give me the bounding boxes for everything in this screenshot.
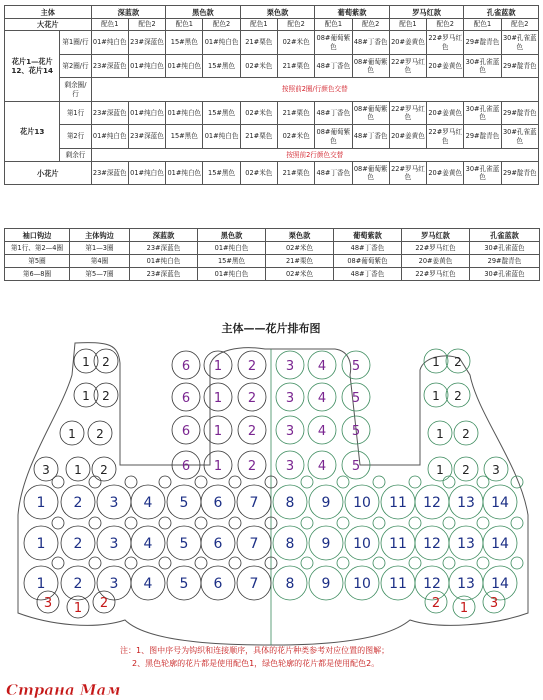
cell: 15#黑色 <box>203 162 240 185</box>
motif-number: 4 <box>143 536 153 552</box>
cell: 08#葡萄紫色 <box>352 102 389 125</box>
row-label: 第1行 <box>60 102 91 125</box>
motif-circle <box>373 476 385 488</box>
hdr-navy: 深蓝款 <box>130 229 198 242</box>
motif-number: 2 <box>247 359 257 374</box>
sub-color-1: 配色1 <box>389 19 426 31</box>
cell: 30#孔雀蓝色 <box>470 268 540 281</box>
cell: 21#栗色 <box>277 162 314 185</box>
sub-color-2: 配色2 <box>501 19 538 31</box>
motif-number: 6 <box>213 576 223 592</box>
motif-number: 9 <box>321 536 331 552</box>
cell: 20#姜黄色 <box>402 255 470 268</box>
motif-circle <box>89 557 101 569</box>
cell: 29#靛青色 <box>464 125 501 149</box>
cell: 30#孔雀蓝色 <box>501 125 538 149</box>
motif-number: 2 <box>247 424 257 439</box>
cell: 48#丁香色 <box>315 162 352 185</box>
motif-number: 5 <box>179 576 189 592</box>
motif-number: 1 <box>36 536 46 552</box>
motif-number: 1 <box>459 601 469 616</box>
col-black: 黑色款 <box>166 6 241 19</box>
motif-circles <box>24 349 523 618</box>
motif-number: 3 <box>492 463 500 477</box>
col-chestnut: 栗色款 <box>240 6 315 19</box>
motif-number: 1 <box>73 601 83 616</box>
motif-number: 3 <box>285 424 295 439</box>
col-main: 主体 <box>5 6 92 19</box>
cell: 48#丁香色 <box>334 268 402 281</box>
cell: 30#孔雀蓝色 <box>464 102 501 125</box>
motif-number: 1 <box>36 576 46 592</box>
cell: 30#孔雀蓝色 <box>464 55 501 78</box>
row-large-motif: 大花片 <box>5 19 92 31</box>
watermark-logo: Страна Мам <box>6 681 121 699</box>
cell: 48#丁香色 <box>352 31 389 55</box>
sub-color-2: 配色2 <box>427 19 464 31</box>
motif-circle <box>89 517 101 529</box>
motif-number: 2 <box>73 536 83 552</box>
motif-number: 5 <box>351 424 361 439</box>
motif-circle <box>409 517 421 529</box>
cell: 21#栗色 <box>240 31 277 55</box>
cell: 22#罗马红色 <box>402 268 470 281</box>
cell: 30#孔雀蓝色 <box>470 242 540 255</box>
motif-number: 11 <box>389 536 407 552</box>
motif-number: 13 <box>457 536 475 552</box>
motif-number: 1 <box>74 463 82 477</box>
motif-circle <box>409 476 421 488</box>
motif-number: 3 <box>285 359 295 374</box>
motif-number: 3 <box>285 459 295 474</box>
row-label: 第1圈/行 <box>60 31 91 55</box>
motif-number: 1 <box>436 427 444 441</box>
cell: 20#姜黄色 <box>427 162 464 185</box>
motif-number: 4 <box>317 424 327 439</box>
motif-circle <box>159 517 171 529</box>
motif-number: 1 <box>36 495 46 511</box>
motif-number: 12 <box>423 576 441 592</box>
cell: 48#丁香色 <box>334 242 402 255</box>
motif-layout-diagram <box>0 315 543 700</box>
motif-number: 14 <box>491 576 509 592</box>
cell: 22#罗马红色 <box>389 162 426 185</box>
motif-circle <box>511 517 523 529</box>
motif-circle <box>159 476 171 488</box>
motif-number: 2 <box>454 389 462 403</box>
cell: 第5—7圈 <box>70 268 130 281</box>
motif-number: 1 <box>82 389 90 403</box>
motif-number: 6 <box>213 495 223 511</box>
motif-circle <box>52 557 64 569</box>
motif-circle <box>443 517 455 529</box>
motif-number: 1 <box>213 391 223 406</box>
yarn-color-table <box>4 5 539 185</box>
motif-circle <box>195 557 207 569</box>
motif-circle <box>229 557 241 569</box>
sub-color-2: 配色2 <box>352 19 389 31</box>
cell: 23#深蓝色 <box>128 31 165 55</box>
cell: 08#葡萄紫色 <box>352 55 389 78</box>
motif-number: 3 <box>285 391 295 406</box>
edging-color-table <box>4 228 540 281</box>
motif-circle <box>443 557 455 569</box>
cell: 08#葡萄紫色 <box>352 162 389 185</box>
sub-color-1: 配色1 <box>315 19 352 31</box>
cell: 30#孔雀蓝色 <box>464 162 501 185</box>
cell: 02#米色 <box>277 31 314 55</box>
cell: 15#黑色 <box>203 55 240 78</box>
cell: 20#姜黄色 <box>427 55 464 78</box>
row-label: 第2圈/行 <box>60 55 91 78</box>
cell: 23#深蓝色 <box>91 55 128 78</box>
motif-number: 2 <box>431 596 441 611</box>
motif-number: 13 <box>457 495 475 511</box>
cell: 48#丁香色 <box>315 102 352 125</box>
cell: 01#纯白色 <box>203 125 240 149</box>
motif-number: 7 <box>249 536 259 552</box>
col-navy: 深蓝款 <box>91 6 166 19</box>
motif-number: 2 <box>73 576 83 592</box>
motif-circle <box>195 476 207 488</box>
cell: 23#深蓝色 <box>91 162 128 185</box>
motif-number: 7 <box>249 576 259 592</box>
motif-circle <box>301 517 313 529</box>
motif-number: 10 <box>353 576 371 592</box>
motif-number: 2 <box>454 355 462 369</box>
motif-number: 4 <box>143 495 153 511</box>
diagram-title: 主体——花片排布图 <box>221 322 321 335</box>
sub-color-1: 配色1 <box>91 19 128 31</box>
motif-circle <box>229 476 241 488</box>
motif-number: 2 <box>73 495 83 511</box>
hdr-grape: 葡萄紫款 <box>334 229 402 242</box>
cell: 22#罗马红色 <box>402 242 470 255</box>
motif-circle <box>301 557 313 569</box>
col-peacock: 孔雀蓝款 <box>464 6 539 19</box>
sub-color-2: 配色2 <box>203 19 240 31</box>
cell: 23#深蓝色 <box>130 268 198 281</box>
motif-number: 10 <box>353 495 371 511</box>
cell: 22#罗马红色 <box>389 102 426 125</box>
alternate-note: 按照前2行颜色交替 <box>91 149 538 162</box>
cell: 01#纯白色 <box>128 162 165 185</box>
cell: 第6—8圈 <box>5 268 70 281</box>
cell: 第5圈 <box>5 255 70 268</box>
motif-number: 1 <box>432 355 440 369</box>
motif-number: 8 <box>285 495 295 511</box>
cell: 21#栗色 <box>277 102 314 125</box>
hdr-peacock: 孔雀蓝款 <box>470 229 540 242</box>
motif-number: 6 <box>181 424 191 439</box>
motif-circle <box>89 476 101 488</box>
cell: 02#米色 <box>240 102 277 125</box>
motif-number: 11 <box>389 495 407 511</box>
cell: 01#纯白色 <box>130 255 198 268</box>
motif-circle <box>159 557 171 569</box>
motif-circle <box>125 476 137 488</box>
motif-circle <box>477 557 489 569</box>
row-small-motif: 小花片 <box>5 162 92 185</box>
motif-number: 2 <box>102 389 110 403</box>
motif-circle <box>511 557 523 569</box>
cell: 48#丁香色 <box>352 125 389 149</box>
cell: 22#罗马红色 <box>389 55 426 78</box>
motif-circle <box>229 517 241 529</box>
motif-circle <box>337 557 349 569</box>
cell: 29#靛青色 <box>501 55 538 78</box>
note-line-2: 2、黑色轮廓的花片都是使用配色1，绿色轮廓的花片都是使用配色2。 <box>132 659 380 668</box>
cell: 01#纯白色 <box>166 55 203 78</box>
cell: 01#纯白色 <box>166 102 203 125</box>
cell: 08#葡萄紫色 <box>334 255 402 268</box>
motif-number: 14 <box>491 495 509 511</box>
cell: 第4圈 <box>70 255 130 268</box>
hdr-black: 黑色款 <box>198 229 266 242</box>
motif-number: 12 <box>423 495 441 511</box>
cell: 20#姜黄色 <box>389 31 426 55</box>
motif-number: 6 <box>181 459 191 474</box>
row-label: 剩余行 <box>60 149 91 162</box>
motif-number: 2 <box>100 463 108 477</box>
motif-circle <box>443 476 455 488</box>
motif-number: 3 <box>43 596 53 611</box>
cell: 15#黑色 <box>166 125 203 149</box>
motif-number: 2 <box>462 463 470 477</box>
cell: 01#纯白色 <box>128 55 165 78</box>
motif-number: 2 <box>247 391 257 406</box>
motif-number: 5 <box>179 495 189 511</box>
cell: 23#深蓝色 <box>128 125 165 149</box>
cell: 22#罗马红色 <box>427 125 464 149</box>
cell: 23#深蓝色 <box>130 242 198 255</box>
motif-circle <box>337 517 349 529</box>
sub-color-2: 配色2 <box>128 19 165 31</box>
hdr-body-edging: 主体钩边 <box>70 229 130 242</box>
cell: 01#纯白色 <box>203 31 240 55</box>
cell: 20#姜黄色 <box>389 125 426 149</box>
cell: 02#米色 <box>266 268 334 281</box>
motif-number: 5 <box>351 459 361 474</box>
motif-number: 1 <box>213 359 223 374</box>
note-line-1: 注：1、图中序号为钩织和连接顺序，具体的花片种类参考对应位置的图解； <box>120 646 390 655</box>
cell: 15#黑色 <box>166 31 203 55</box>
row-label: 第2行 <box>60 125 91 149</box>
motif-number: 14 <box>491 536 509 552</box>
col-roman-red: 罗马红款 <box>389 6 464 19</box>
motif-number: 1 <box>82 355 90 369</box>
motif-number: 4 <box>317 391 327 406</box>
motif-number: 2 <box>99 596 109 611</box>
cell: 29#靛青色 <box>501 162 538 185</box>
cell: 01#纯白色 <box>128 102 165 125</box>
alternate-note: 按照前2圈/行颜色交替 <box>91 78 538 102</box>
group-motifs-1-12-14: 花片1—花片12、花片14 <box>5 31 60 102</box>
hdr-chestnut: 栗色款 <box>266 229 334 242</box>
motif-number: 10 <box>353 536 371 552</box>
cell: 30#孔雀蓝色 <box>501 31 538 55</box>
cell: 01#纯白色 <box>166 162 203 185</box>
motif-number: 6 <box>181 391 191 406</box>
hdr-cuff-edging: 袖口钩边 <box>5 229 70 242</box>
cell: 第1行、第2—4圈 <box>5 242 70 255</box>
motif-circle <box>195 517 207 529</box>
motif-number: 3 <box>109 495 119 511</box>
hdr-roman-red: 罗马红款 <box>402 229 470 242</box>
motif-number: 1 <box>213 459 223 474</box>
motif-number: 9 <box>321 495 331 511</box>
motif-number: 4 <box>143 576 153 592</box>
cell: 29#靛青色 <box>501 102 538 125</box>
motif-number: 9 <box>321 576 331 592</box>
motif-number: 4 <box>317 359 327 374</box>
cell: 02#米色 <box>277 125 314 149</box>
cell: 15#黑色 <box>198 255 266 268</box>
sub-color-1: 配色1 <box>240 19 277 31</box>
cell: 22#罗马红色 <box>427 31 464 55</box>
cell: 20#姜黄色 <box>427 102 464 125</box>
motif-number: 1 <box>213 424 223 439</box>
motif-circle <box>373 557 385 569</box>
sub-color-2: 配色2 <box>277 19 314 31</box>
motif-circle <box>477 476 489 488</box>
motif-circle <box>373 517 385 529</box>
row-label: 剩余圈/行 <box>60 78 91 102</box>
cell: 23#深蓝色 <box>91 102 128 125</box>
motif-number: 6 <box>181 359 191 374</box>
motif-number: 7 <box>249 495 259 511</box>
cell: 15#黑色 <box>203 102 240 125</box>
motif-number: 8 <box>285 576 295 592</box>
motif-number: 3 <box>489 596 499 611</box>
sub-color-1: 配色1 <box>166 19 203 31</box>
cell: 29#靛青色 <box>464 31 501 55</box>
cell: 48#丁香色 <box>315 55 352 78</box>
motif-number: 1 <box>68 427 76 441</box>
motif-number: 4 <box>317 459 327 474</box>
cell: 08#葡萄紫色 <box>315 31 352 55</box>
cell: 21#栗色 <box>277 55 314 78</box>
cell: 29#靛青色 <box>470 255 540 268</box>
motif-number: 6 <box>213 536 223 552</box>
motif-numbers <box>37 355 509 616</box>
motif-number: 3 <box>109 576 119 592</box>
motif-number: 11 <box>389 576 407 592</box>
motif-circle <box>301 476 313 488</box>
sub-color-1: 配色1 <box>464 19 501 31</box>
motif-number: 12 <box>423 536 441 552</box>
motif-circle <box>409 557 421 569</box>
cell: 08#葡萄紫色 <box>315 125 352 149</box>
cell: 02#米色 <box>240 55 277 78</box>
motif-circle <box>125 557 137 569</box>
motif-number: 2 <box>462 427 470 441</box>
motif-number: 8 <box>285 536 295 552</box>
motif-number: 13 <box>457 576 475 592</box>
col-grape: 葡萄紫款 <box>315 6 390 19</box>
motif-number: 5 <box>179 536 189 552</box>
motif-number: 5 <box>351 359 361 374</box>
motif-number: 5 <box>351 391 361 406</box>
motif-number: 2 <box>102 355 110 369</box>
motif-number: 2 <box>247 459 257 474</box>
motif-circle <box>477 517 489 529</box>
motif-number: 1 <box>436 463 444 477</box>
motif-circle <box>125 517 137 529</box>
cell: 第1—3圈 <box>70 242 130 255</box>
motif-circle <box>52 517 64 529</box>
motif-number: 2 <box>96 427 104 441</box>
cell: 02#米色 <box>266 242 334 255</box>
cell: 01#纯白色 <box>91 125 128 149</box>
cell: 02#米色 <box>240 162 277 185</box>
motif-number: 3 <box>109 536 119 552</box>
motif-number: 1 <box>432 389 440 403</box>
motif-circle <box>337 476 349 488</box>
cell: 01#纯白色 <box>91 31 128 55</box>
cell: 01#纯白色 <box>198 242 266 255</box>
motif-number: 3 <box>42 463 50 477</box>
cell: 01#纯白色 <box>198 268 266 281</box>
cell: 21#栗色 <box>240 125 277 149</box>
group-motif-13: 花片13 <box>5 102 60 162</box>
cell: 21#栗色 <box>266 255 334 268</box>
